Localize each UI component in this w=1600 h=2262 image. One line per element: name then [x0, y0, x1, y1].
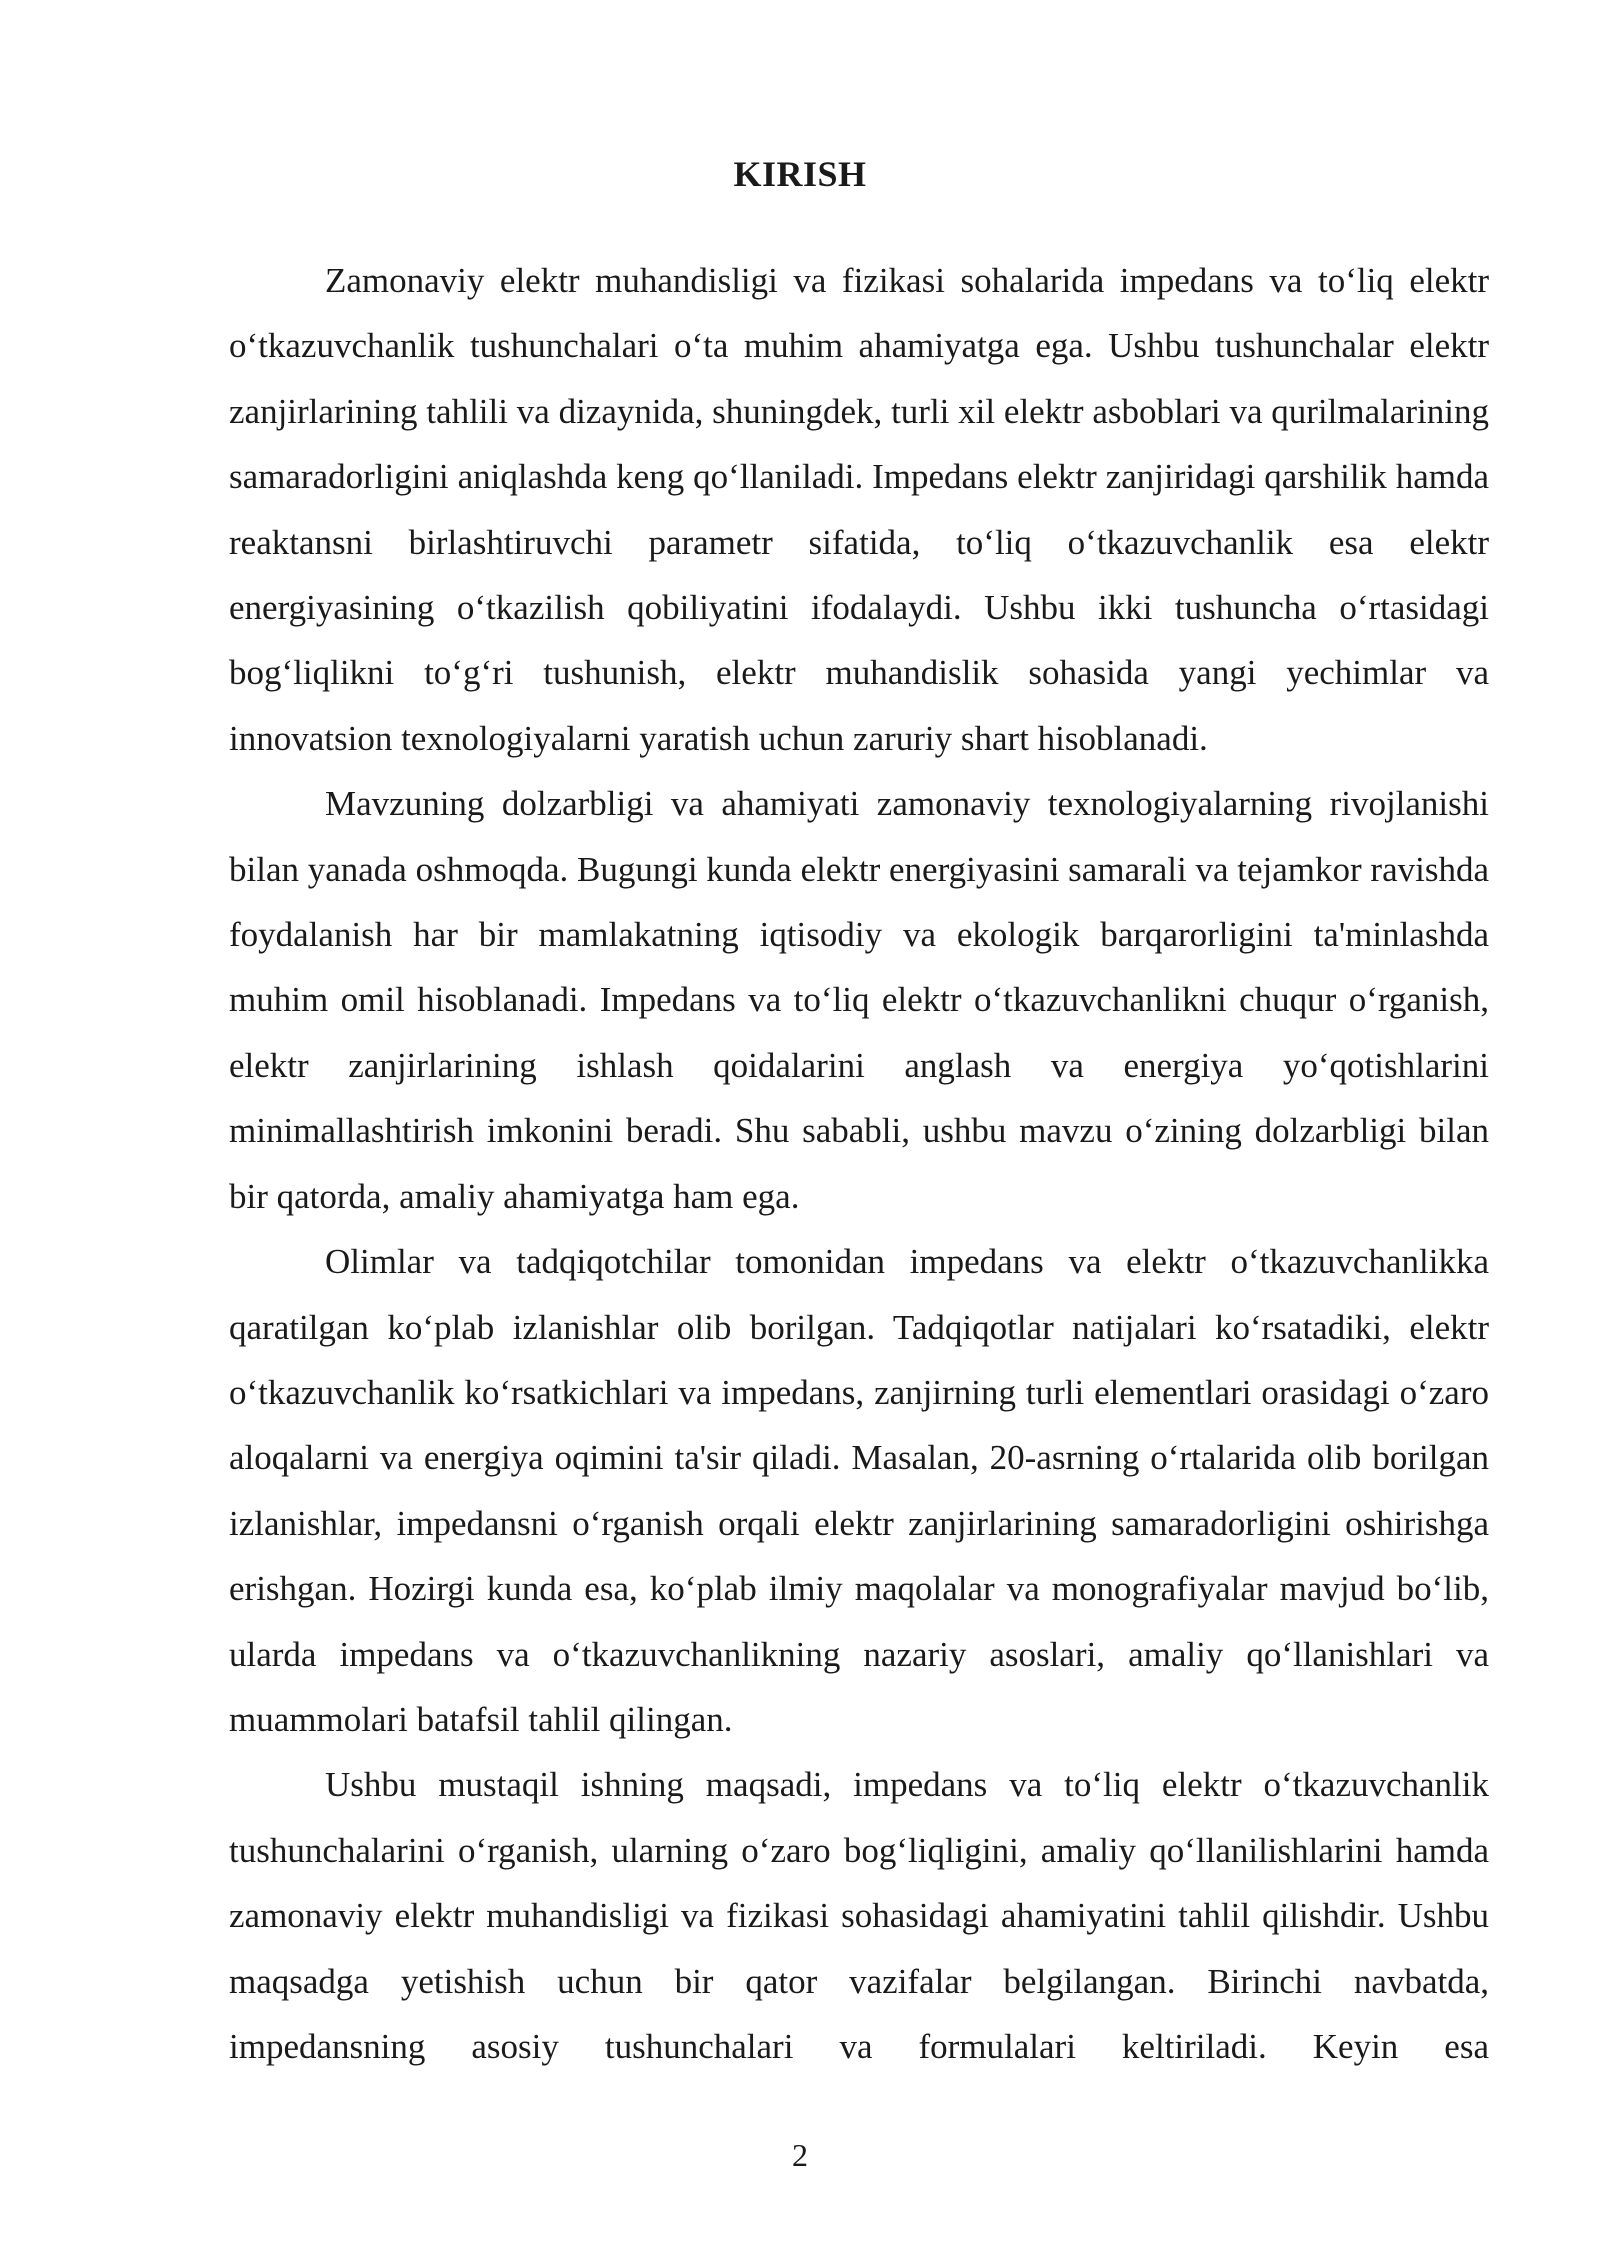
body-text	[229, 248, 1489, 2079]
paragraph-intro: Zamonaviy elektr muhandisligi va fizikasi sohalarida impedans va to‘liq elektr o‘tkazuvchanlik tushunchalari o‘ta muhim ahamiyatga ega. Ushbu tushunchalar elektr zanjirlarining tahlili va dizaynida, shuningdek, turli xil elektr asboblari va qurilmalarining samaradorligini aniqlashda keng qo‘llaniladi. Impedans elektr zanjiridagi qarshilik hamda reaktansni birlashtiruvchi parametr sifatida, to‘liq o‘tkazuvchanlik esa elektr energiyasining o‘tkazilish qobiliyatini ifodalaydi. Ushbu ikki tushuncha o‘rtasidagi bog‘liqlikni to‘g‘ri tushunish, elektr muhandislik sohasida yangi yechimlar va innovatsion texnologiyalarni yaratish uchun zaruriy shart hisoblanadi.	[229, 261, 1489, 758]
section-title: KIRISH	[733, 154, 867, 194]
paragraph-goal: Ushbu mustaqil ishning maqsadi, impedans va to‘liq elektr o‘tkazuvchanlik tushunchalarini o‘rganish, ularning o‘zaro bog‘liqligini, amaliy qo‘llanilishlarini hamda zamonaviy elektr muhandisligi va fizikasi sohasidagi ahamiyatini tahlil qilishdir. Ushbu maqsadga yetishish uchun bir qator vazifalar belgilangan. Birinchi navbatda, impedansning asosiy tushunchalari va formulalari keltiriladi. Keyin esa	[229, 1765, 1489, 2066]
page-number: 2	[792, 2137, 808, 2173]
paragraph-relevance: Mavzuning dolzarbligi va ahamiyati zamonaviy texnologiyalarning rivojlanishi bilan yanada oshmoqda. Bugungi kunda elektr energiyasini samarali va tejamkor ravishda foydalanish har bir mamlakatning iqtisodiy va ekologik barqarorligini ta'minlashda muhim omil hisoblanadi. Impedans va to‘liq elektr o‘tkazuvchanlikni chuqur o‘rganish, elektr zanjirlarining ishlash qoidalarini anglash va energiya yo‘qotishlarini minimallashtirish imkonini beradi. Shu sababli, ushbu mavzu o‘zining dolzarbligi bilan bir qatorda, amaliy ahamiyatga ham ega.	[229, 784, 1489, 1216]
paragraph-research: Olimlar va tadqiqotchilar tomonidan impedans va elektr o‘tkazuvchanlikka qaratilgan ko‘plab izlanishlar olib borilgan. Tadqiqotlar natijalari ko‘rsatadiki, elektr o‘tkazuvchanlik ko‘rsatkichlari va impedans, zanjirning turli elementlari orasidagi o‘zaro aloqalarni va energiya oqimini ta'sir qiladi. Masalan, 20-asrning o‘rtalarida olib borilgan izlanishlar, impedansni o‘rganish orqali elektr zanjirlarining samaradorligini oshirishga erishgan. Hozirgi kunda esa, ko‘plab ilmiy maqolalar va monografiyalar mavjud bo‘lib, ularda impedans va o‘tkazuvchanlikning nazariy asoslari, amaliy qo‘llanishlari va muammolari batafsil tahlil qilingan.	[229, 1242, 1489, 1739]
